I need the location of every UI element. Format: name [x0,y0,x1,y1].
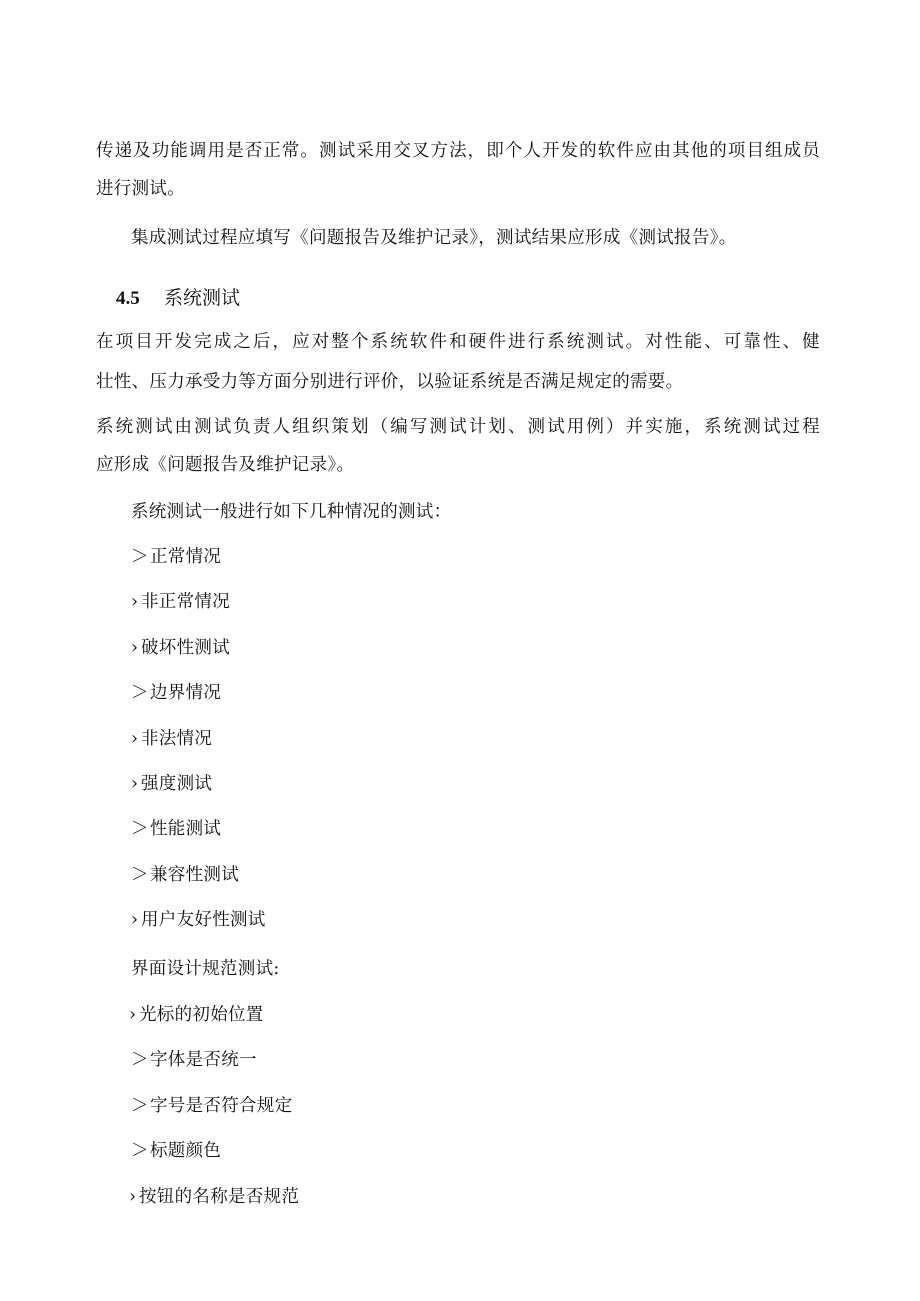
list-item-label: 性能测试 [150,819,222,839]
paragraph-line: 应形成《问题报告及维护记录》。 [96,455,355,475]
list-marker: ＞ [131,547,149,567]
paragraph-line: 系统测试由测试负责人组织策划（编写测试计划、测试用例）并实施，系统测试过程 [96,417,820,437]
list-marker: › [131,774,139,794]
paragraph-line: 传递及功能调用是否正常。测试采用交叉方法，即个人开发的软件应由其他的项目组成员 [96,141,820,161]
list-item-label: 字号是否符合规定 [150,1096,293,1116]
list-item-label: 光标的初始位置 [139,1005,264,1025]
list-item-label: 兼容性测试 [150,865,239,885]
list-item-label: 非法情况 [141,729,213,749]
list-item [131,727,212,751]
list-marker: › [129,1005,137,1025]
list-item [131,772,212,796]
list-item [131,1139,221,1163]
list-item-label: 标题颜色 [150,1141,222,1161]
list-item-label: 字体是否统一 [150,1050,257,1070]
list-item-label: 边界情况 [150,683,222,703]
list-item [131,1048,257,1072]
section-number: 4.5 [116,288,140,309]
paragraph: 系统测试一般进行如下几种情况的测试： [131,502,452,522]
paragraph-line: 在项目开发完成之后，应对整个系统软件和硬件进行系统测试。对性能、可靠性、健 [96,332,820,352]
list-marker: ＞ [131,1141,149,1161]
list-marker: ＞ [131,865,149,885]
list-item [129,1003,264,1027]
list-marker: › [131,910,139,930]
list-item [131,863,239,887]
list-marker: › [129,1187,137,1207]
paragraph-line: 壮性、压力承受力等方面分别进行评价，以验证系统是否满足规定的需要。 [96,372,684,392]
paragraph: 集成测试过程应填写《问题报告及维护记录》，测试结果应形成《测试报告》。 [131,228,737,248]
list-item-label: 强度测试 [141,774,213,794]
list-marker: › [131,638,139,658]
section-title: 系统测试 [164,287,241,309]
list-marker: › [131,729,139,749]
section-heading [116,285,240,312]
list-item-label: 非正常情况 [141,592,230,612]
paragraph: 界面设计规范测试: [131,959,280,979]
list-item-label: 按钮的名称是否规范 [139,1187,300,1207]
list-item [131,545,221,569]
list-item [131,1094,292,1118]
list-item-label: 破坏性测试 [141,638,230,658]
list-marker: ＞ [131,1050,149,1070]
list-item-label: 正常情况 [150,547,222,567]
list-marker: ＞ [131,819,149,839]
list-item [131,636,230,660]
list-item-label: 用户友好性测试 [141,910,266,930]
list-item [131,908,266,932]
list-marker: ＞ [131,683,149,703]
paragraph-line: 进行测试。 [96,179,185,199]
list-marker: ＞ [131,1096,149,1116]
list-item [131,817,221,841]
list-item [131,681,221,705]
list-item [131,590,230,614]
list-item [129,1185,299,1209]
list-marker: › [131,592,139,612]
